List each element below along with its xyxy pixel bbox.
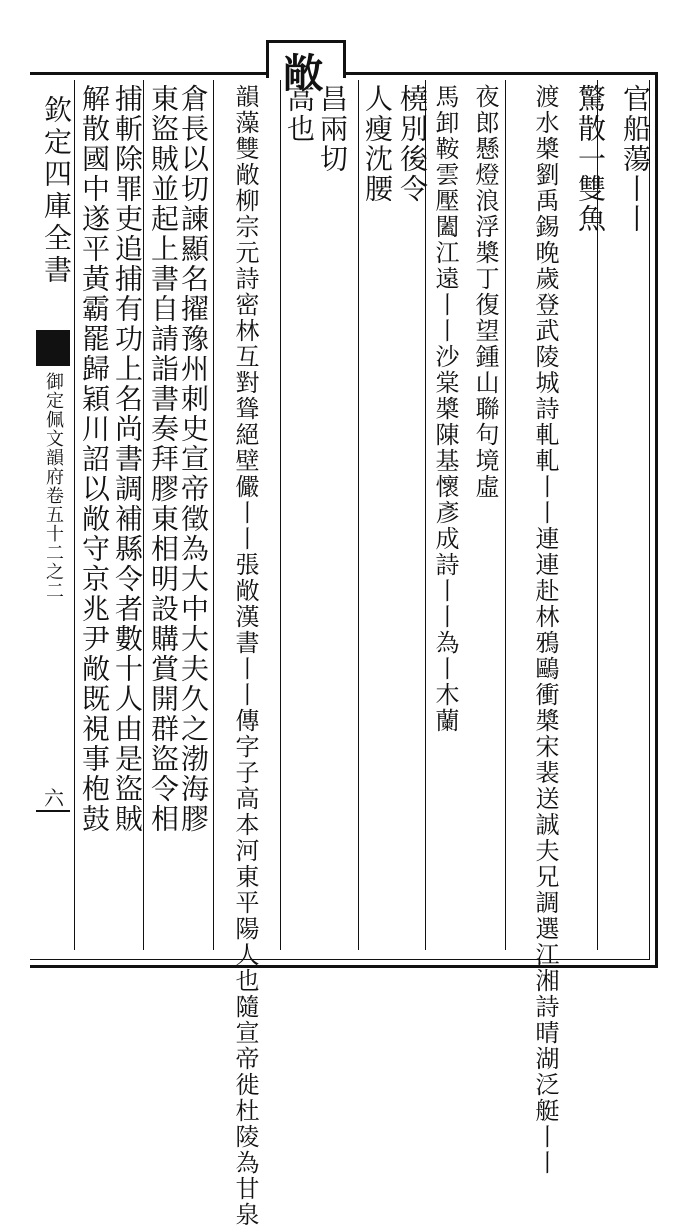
text-column: 夜郎懸燈浪浮槳丁復望鍾山聯句境虛: [471, 84, 499, 500]
text-column: 官船蕩丨丨: [619, 84, 652, 234]
text-column: 橈別後令: [396, 84, 429, 204]
text-column: 馬卸鞍雲壓闔江遠丨丨沙棠槳陳基懷彥成詩丨丨為丨木蘭: [431, 84, 459, 734]
text-column: 渡水槳劉禹錫晚歲登武陵城詩軋軋丨丨連連赴林鴉鷗衝槳宋裴送誠夫兄調選江湘詩晴湖泛艇丨丨: [531, 84, 559, 1176]
text-column: 人瘦沈腰: [361, 84, 394, 204]
book-subtitle: 御定佩文韻府卷五十二之二: [43, 372, 64, 600]
column-rule: [505, 80, 506, 950]
text-column: 東盜賊並起上書自請詣書奏拜膠東相明設購賞開群盜令相: [147, 84, 180, 834]
text-column: 昌兩切: [316, 84, 349, 174]
column-rule: [74, 80, 75, 950]
text-column: 驚散一雙魚: [574, 84, 607, 234]
text-column: 倉長以切諫顯名擢豫州刺史宣帝徵為大中大夫久之渤海膠: [177, 84, 210, 834]
column-rule: [425, 80, 426, 950]
text-column: 捕斬除罪吏追捕有功上名尚書調補縣令者數十人由是盜賊: [111, 84, 144, 834]
book-title: 欽定四庫全書: [40, 95, 73, 287]
column-rule: [358, 80, 359, 950]
fishtail-mark: [36, 330, 70, 366]
column-rule: [213, 80, 214, 950]
page-number: 六: [44, 786, 64, 810]
header-character: 敞: [283, 50, 323, 97]
text-column: 韻藻雙敞柳宗元詩密林互對聳絕壁儼丨丨張敞漢書丨丨傳字子高本河東平陽人也隨宣帝徙杜陵為甘泉: [231, 84, 259, 1228]
text-column: 解散國中遂平黃霸罷歸穎川詔以敞守京兆尹敞既視事枹鼓: [78, 84, 111, 834]
text-column: 高也: [283, 84, 316, 144]
column-rule: [280, 80, 281, 950]
page-number-rule: [36, 810, 70, 812]
